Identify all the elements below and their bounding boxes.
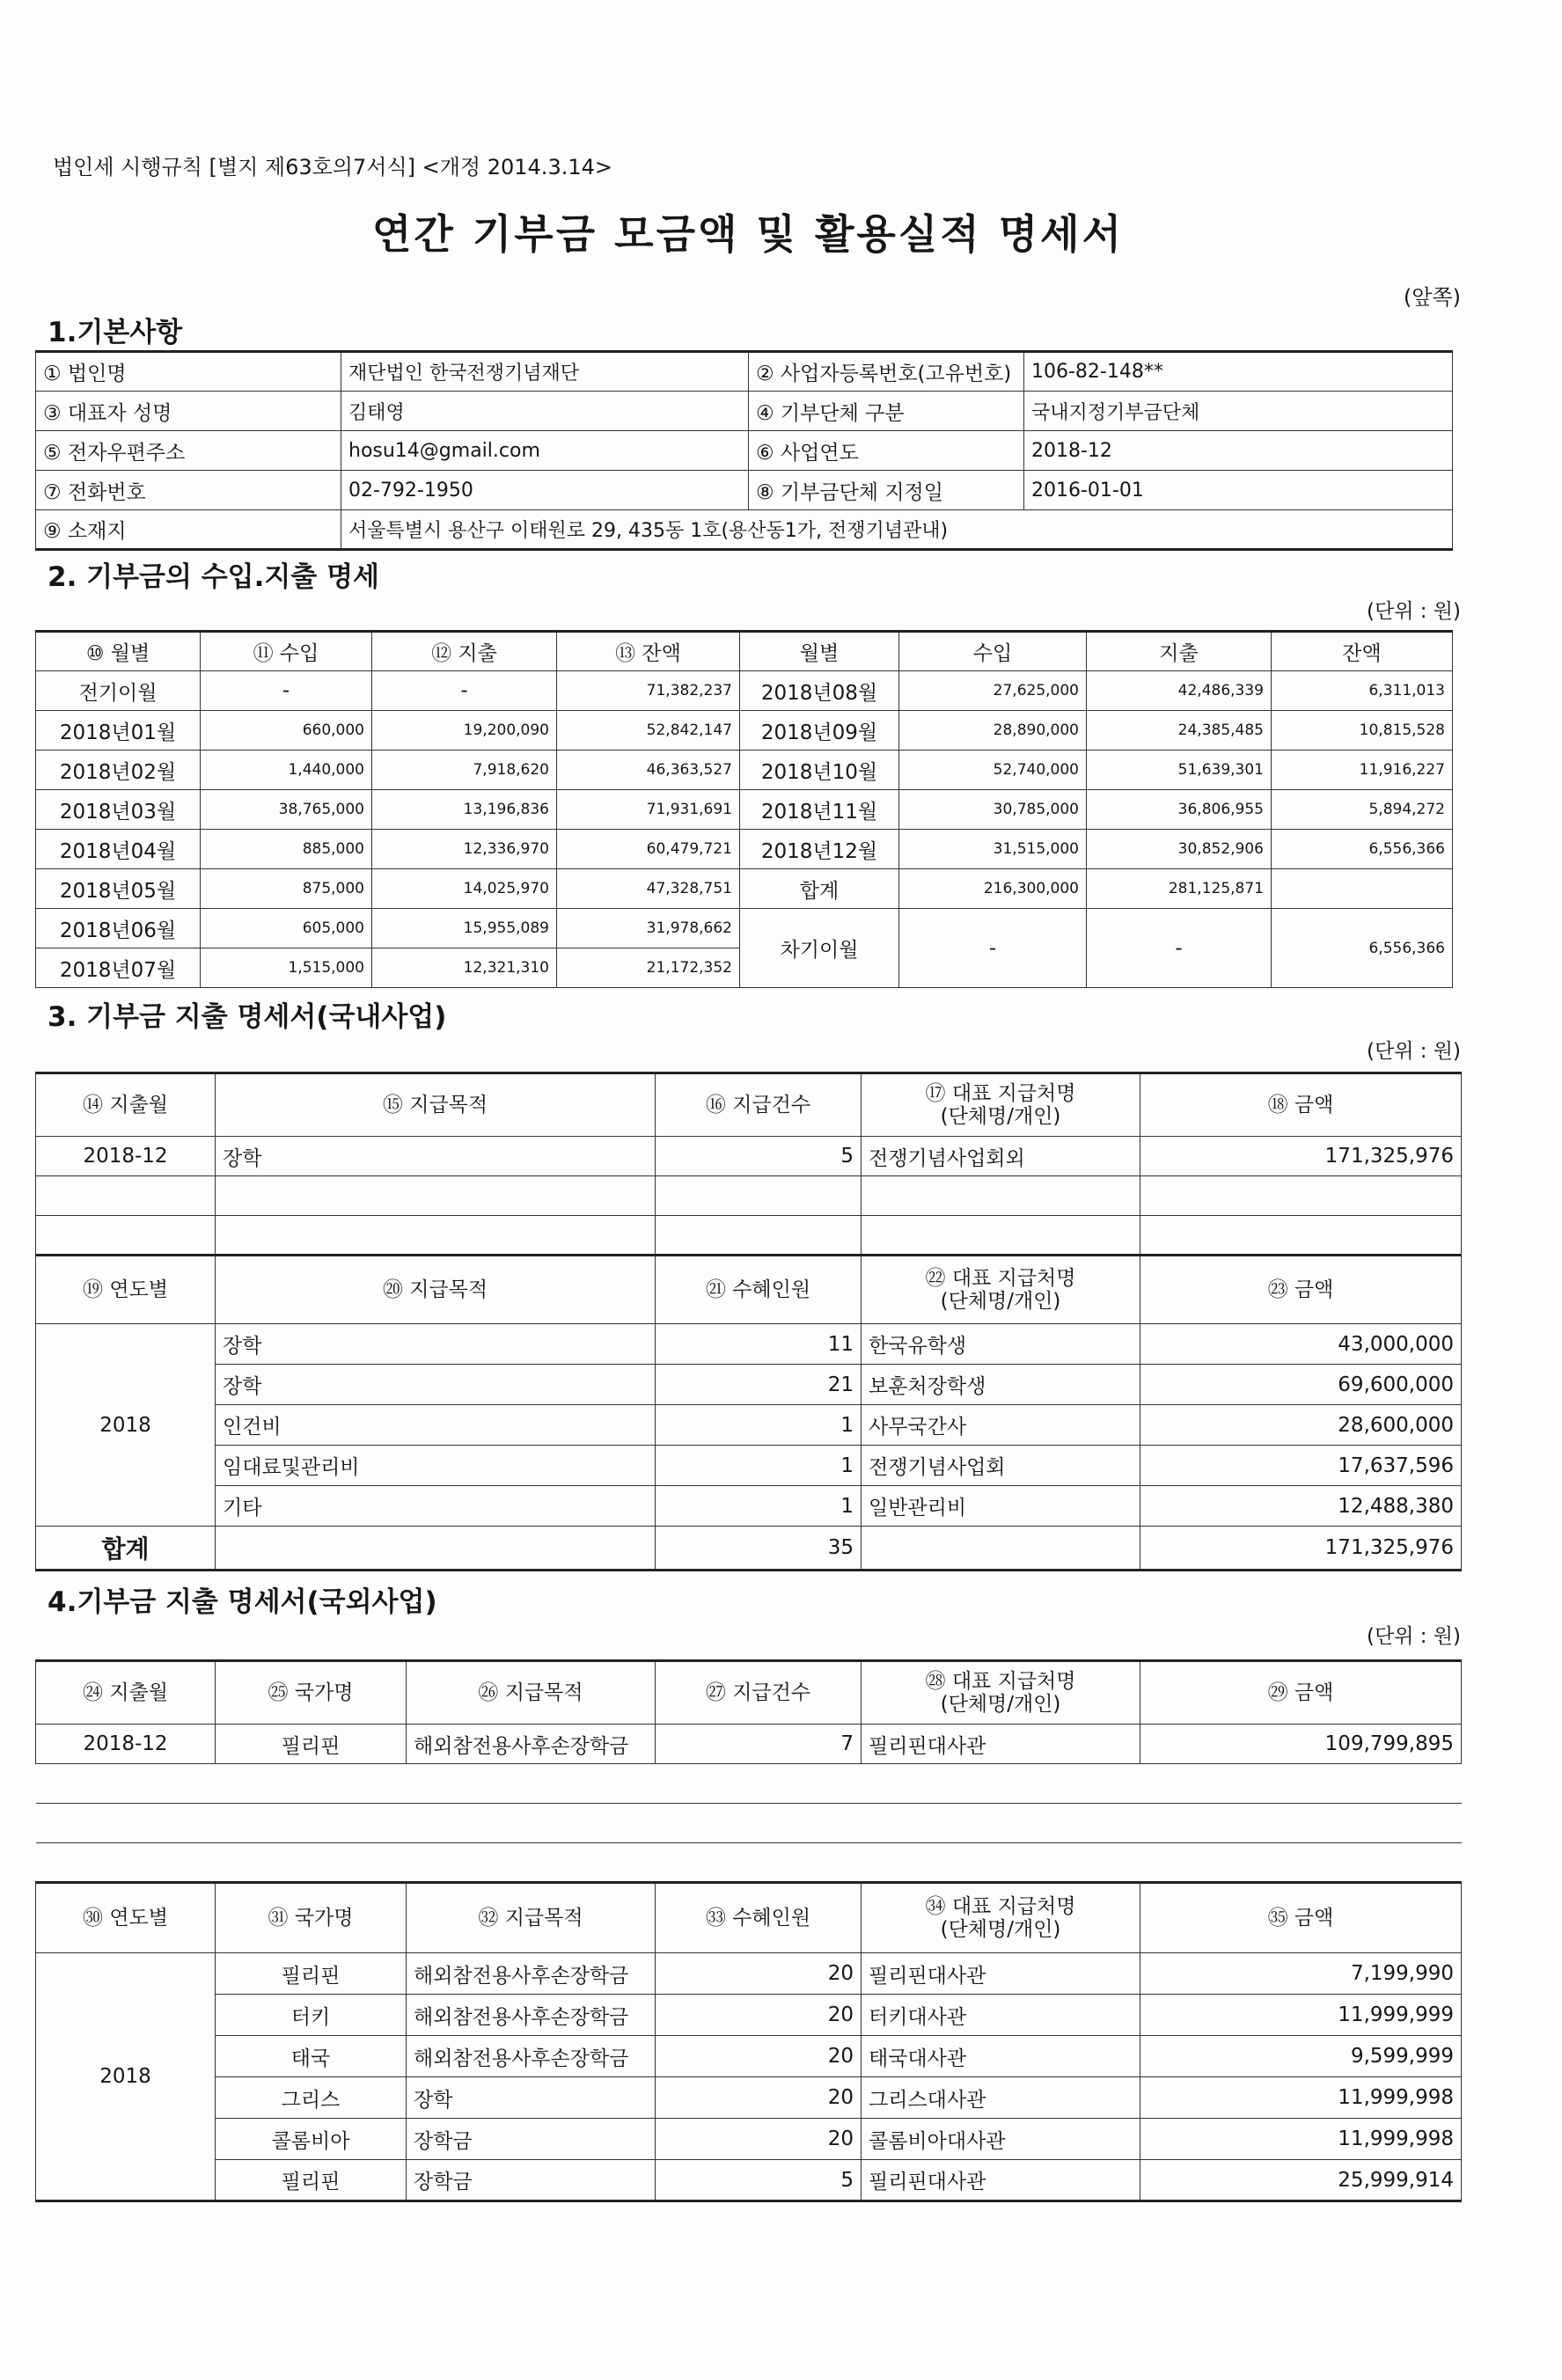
empty-row: [36, 1216, 1462, 1256]
column-header: ㉚ 연도별: [36, 1883, 216, 1953]
income-value: 885,000: [201, 830, 372, 869]
beneficiary-count: 20: [656, 2077, 862, 2119]
beneficiary-count: 1: [656, 1446, 862, 1486]
expense-payee: 전쟁기념사업회외: [862, 1137, 1140, 1176]
column-header: 월별: [740, 632, 899, 671]
expense-payee: 한국유학생: [862, 1324, 1140, 1365]
expense-amount: 11,999,998: [1140, 2119, 1462, 2160]
info-value: hosu14@gmail.com: [341, 431, 749, 471]
beneficiary-count: 20: [656, 2036, 862, 2077]
income-value: 1,515,000: [201, 948, 372, 988]
domestic-year-row: [36, 1324, 1462, 1365]
month-row: [36, 869, 1453, 909]
info-value: 106-82-148**: [1024, 352, 1453, 392]
beneficiary-count: 1: [656, 1405, 862, 1446]
overseas-year-row: [36, 2160, 1462, 2201]
domestic-year-header: [36, 1256, 1462, 1324]
overseas-year-row: [36, 2119, 1462, 2160]
column-header: ⑪ 수입: [201, 632, 372, 671]
expense-payee: 그리스대사관: [862, 2077, 1140, 2119]
header-line: (단체명/개인): [940, 1693, 1061, 1716]
expense-amount: 11,999,999: [1140, 1995, 1462, 2036]
overseas-expense-table: [35, 1659, 1462, 2202]
income-value: 38,765,000: [201, 790, 372, 830]
expense-amount: 12,488,380: [1140, 1486, 1462, 1527]
column-header: ⑭ 지출월: [36, 1073, 216, 1137]
expense-purpose: 해외참전용사후손장학금: [407, 1953, 656, 1995]
expense-payee: 일반관리비: [862, 1486, 1140, 1527]
info-label: ⑦ 전화번호: [36, 471, 341, 510]
address-label: ⑨ 소재지: [36, 510, 341, 550]
expense-amount: 69,600,000: [1140, 1365, 1462, 1405]
info-value: 2018-12: [1024, 431, 1453, 471]
header-line: (단체명/개인): [940, 1918, 1061, 1941]
basic-info-row: [36, 471, 1453, 510]
overseas-year-header: [36, 1883, 1462, 1953]
month-label: 2018년03월: [36, 790, 201, 830]
expense-amount: 43,000,000: [1140, 1324, 1462, 1365]
domestic-header: [36, 1073, 1462, 1137]
expense-count: 5: [656, 1137, 862, 1176]
info-value: 2016-01-01: [1024, 471, 1453, 510]
balance-value: 60,479,721: [557, 830, 740, 869]
info-value: 02-792-1950: [341, 471, 749, 510]
expense-payee: 사무국간사: [862, 1405, 1140, 1446]
info-label: ④ 기부단체 구분: [749, 392, 1024, 431]
domestic-year-row: [36, 1365, 1462, 1405]
basic-info-row: [36, 392, 1453, 431]
column-header: ⑩ 월별: [36, 632, 201, 671]
expense-payee: 보훈처장학생: [862, 1365, 1140, 1405]
balance-value: 6,311,013: [1272, 671, 1453, 711]
column-header: ⑬ 잔액: [557, 632, 740, 671]
column-header: ㉙ 금액: [1140, 1661, 1462, 1725]
header-line: ㉘ 대표 지급처명: [925, 1669, 1076, 1693]
expense-payee: 필리핀대사관: [862, 1953, 1140, 1995]
column-header: 잔액: [1272, 632, 1453, 671]
column-header: ㉜ 지급목적: [407, 1883, 656, 1953]
balance-value: 71,931,691: [557, 790, 740, 830]
expense-purpose: 해외참전용사후손장학금: [407, 1725, 656, 1764]
column-header: [862, 1256, 1140, 1324]
section4-heading: 4.기부금 지출 명세서(국외사업): [48, 1586, 437, 1618]
month-label: 2018년10월: [740, 751, 899, 790]
beneficiary-count: 11: [656, 1324, 862, 1365]
beneficiary-count: 20: [656, 1953, 862, 1995]
month-label: 2018년11월: [740, 790, 899, 830]
carry-forward-income: -: [899, 909, 1087, 988]
expense-value: 14,025,970: [372, 869, 557, 909]
month-label: 합계: [740, 869, 899, 909]
column-header: [862, 1073, 1140, 1137]
month-label: 2018년05월: [36, 869, 201, 909]
balance-value: 10,815,528: [1272, 711, 1453, 751]
total-amount: 171,325,976: [1140, 1527, 1462, 1571]
month-label: 2018년08월: [740, 671, 899, 711]
country-name: 필리핀: [216, 1953, 407, 1995]
income-value: 30,785,000: [899, 790, 1087, 830]
expense-purpose: 해외참전용사후손장학금: [407, 1995, 656, 2036]
income-value: -: [201, 671, 372, 711]
month-row: [36, 790, 1453, 830]
overseas-year-row: [36, 2077, 1462, 2119]
balance-value: 21,172,352: [557, 948, 740, 988]
expense-value: 7,918,620: [372, 751, 557, 790]
overseas-row: [36, 1725, 1462, 1764]
year-label: 2018: [36, 1953, 216, 2201]
beneficiary-count: 20: [656, 1995, 862, 2036]
month-label: 2018년01월: [36, 711, 201, 751]
overseas-year-row: [36, 1953, 1462, 1995]
empty-row: [36, 1804, 1462, 1843]
info-label: ② 사업자등록번호(고유번호): [749, 352, 1024, 392]
header-line: (단체명/개인): [940, 1105, 1061, 1128]
expense-month: 2018-12: [36, 1137, 216, 1176]
column-header: 수입: [899, 632, 1087, 671]
month-label: 2018년06월: [36, 909, 201, 948]
info-label: ① 법인명: [36, 352, 341, 392]
info-value: 재단법인 한국전쟁기념재단: [341, 352, 749, 392]
income-value: 31,515,000: [899, 830, 1087, 869]
balance-value: 47,328,751: [557, 869, 740, 909]
expense-purpose: 장학금: [407, 2160, 656, 2201]
expense-purpose: 장학: [216, 1137, 656, 1176]
income-value: 27,625,000: [899, 671, 1087, 711]
empty-cell: [862, 1527, 1140, 1571]
address-value: 서울특별시 용산구 이태원로 29, 435동 1호(용산동1가, 전쟁기념관내): [341, 510, 1453, 550]
expense-amount: 9,599,999: [1140, 2036, 1462, 2077]
expense-payee: 터키대사관: [862, 1995, 1140, 2036]
basic-info-row: [36, 431, 1453, 471]
expense-payee: 태국대사관: [862, 2036, 1140, 2077]
expense-amount: 25,999,914: [1140, 2160, 1462, 2201]
column-header: 지출: [1087, 632, 1272, 671]
column-header: ㉟ 금액: [1140, 1883, 1462, 1953]
column-header: ㉖ 지급목적: [407, 1661, 656, 1725]
expense-value: 19,200,090: [372, 711, 557, 751]
empty-cell: [216, 1527, 656, 1571]
expense-amount: 7,199,990: [1140, 1953, 1462, 1995]
expense-purpose: 장학금: [407, 2119, 656, 2160]
column-header: [862, 1661, 1140, 1725]
balance-value: 71,382,237: [557, 671, 740, 711]
section3-unit: (단위 : 원): [1367, 1040, 1461, 1063]
income-value: 1,440,000: [201, 751, 372, 790]
basic-info-table: [35, 350, 1453, 551]
expense-value: 24,385,485: [1087, 711, 1272, 751]
header-line: (단체명/개인): [940, 1290, 1061, 1313]
info-value: 김태영: [341, 392, 749, 431]
country-name: 태국: [216, 2036, 407, 2077]
domestic-total-row: [36, 1527, 1462, 1571]
income-value: 660,000: [201, 711, 372, 751]
column-header: ⑫ 지출: [372, 632, 557, 671]
expense-month: 2018-12: [36, 1725, 216, 1764]
info-value: 국내지정기부금단체: [1024, 392, 1453, 431]
expense-value: 12,321,310: [372, 948, 557, 988]
country-name: 필리핀: [216, 2160, 407, 2201]
month-row: [36, 909, 1453, 948]
expense-purpose: 해외참전용사후손장학금: [407, 2036, 656, 2077]
income-value: 605,000: [201, 909, 372, 948]
expense-purpose: 장학: [407, 2077, 656, 2119]
expense-payee: 콜롬비아대사관: [862, 2119, 1140, 2160]
expense-value: 42,486,339: [1087, 671, 1272, 711]
column-header: ㉑ 수혜인원: [656, 1256, 862, 1324]
domestic-row: [36, 1137, 1462, 1176]
column-header: ㉗ 지급건수: [656, 1661, 862, 1725]
balance-value: 6,556,366: [1272, 830, 1453, 869]
expense-value: 281,125,871: [1087, 869, 1272, 909]
domestic-expense-table: [35, 1072, 1462, 1571]
expense-value: 12,336,970: [372, 830, 557, 869]
expense-purpose: 장학: [216, 1324, 656, 1365]
month-label: 2018년02월: [36, 751, 201, 790]
beneficiary-count: 20: [656, 2119, 862, 2160]
header-line: ⑰ 대표 지급처명: [925, 1081, 1076, 1105]
info-label: ③ 대표자 성명: [36, 392, 341, 431]
column-header: ㉕ 국가명: [216, 1661, 407, 1725]
column-header: ⑲ 연도별: [36, 1256, 216, 1324]
month-label: 2018년09월: [740, 711, 899, 751]
section2-unit: (단위 : 원): [1367, 600, 1461, 623]
section4-unit: (단위 : 원): [1367, 1625, 1461, 1648]
section3-heading: 3. 기부금 지출 명세서(국내사업): [48, 1001, 447, 1033]
expense-value: 36,806,955: [1087, 790, 1272, 830]
domestic-year-row: [36, 1405, 1462, 1446]
expense-amount: 11,999,998: [1140, 2077, 1462, 2119]
balance-value: [1272, 869, 1453, 909]
column-header: ㉛ 국가명: [216, 1883, 407, 1953]
balance-value: 46,363,527: [557, 751, 740, 790]
total-label: 합계: [36, 1527, 216, 1571]
beneficiary-count: 1: [656, 1486, 862, 1527]
country-name: 터키: [216, 1995, 407, 2036]
month-label: 전기이월: [36, 671, 201, 711]
beneficiary-count: 5: [656, 2160, 862, 2201]
month-label: 2018년12월: [740, 830, 899, 869]
expense-purpose: 인건비: [216, 1405, 656, 1446]
overseas-year-row: [36, 1995, 1462, 2036]
expense-count: 7: [656, 1725, 862, 1764]
carry-forward-balance: 6,556,366: [1272, 909, 1453, 988]
section1-heading: 1.기본사항: [48, 317, 183, 348]
balance-value: 52,842,147: [557, 711, 740, 751]
month-label: 2018년04월: [36, 830, 201, 869]
form-reference: 법인세 시행규칙 [별지 제63호의7서식] <개정 2014.3.14>: [53, 155, 612, 179]
column-header: ㉔ 지출월: [36, 1661, 216, 1725]
month-row: [36, 711, 1453, 751]
expense-payee: 전쟁기념사업회: [862, 1446, 1140, 1486]
domestic-year-row: [36, 1446, 1462, 1486]
column-header: ⑱ 금액: [1140, 1073, 1462, 1137]
carry-forward-expense: -: [1087, 909, 1272, 988]
header-line: ㉞ 대표 지급처명: [925, 1894, 1076, 1918]
overseas-year-row: [36, 2036, 1462, 2077]
balance-value: 11,916,227: [1272, 751, 1453, 790]
income-expense-header: [36, 632, 1453, 671]
basic-info-row: [36, 352, 1453, 392]
income-value: 28,890,000: [899, 711, 1087, 751]
address-row: [36, 510, 1453, 550]
column-header: ⑯ 지급건수: [656, 1073, 862, 1137]
section2-heading: 2. 기부금의 수입.지출 명세: [48, 561, 379, 593]
expense-payee: 필리핀대사관: [862, 1725, 1140, 1764]
expense-value: 30,852,906: [1087, 830, 1272, 869]
beneficiary-count: 21: [656, 1365, 862, 1405]
month-row: [36, 671, 1453, 711]
expense-value: -: [372, 671, 557, 711]
column-header: ㉓ 금액: [1140, 1256, 1462, 1324]
expense-amount: 171,325,976: [1140, 1137, 1462, 1176]
expense-value: 15,955,089: [372, 909, 557, 948]
info-label: ⑤ 전자우편주소: [36, 431, 341, 471]
balance-value: 5,894,272: [1272, 790, 1453, 830]
income-value: 216,300,000: [899, 869, 1087, 909]
domestic-year-row: [36, 1486, 1462, 1527]
expense-amount: 28,600,000: [1140, 1405, 1462, 1446]
country-name: 그리스: [216, 2077, 407, 2119]
balance-value: 31,978,662: [557, 909, 740, 948]
expense-amount: 17,637,596: [1140, 1446, 1462, 1486]
expense-amount: 109,799,895: [1140, 1725, 1462, 1764]
expense-payee: 필리핀대사관: [862, 2160, 1140, 2201]
empty-row: [36, 1764, 1462, 1804]
header-line: ㉒ 대표 지급처명: [925, 1266, 1076, 1290]
page-side-note: (앞쪽): [1403, 285, 1461, 310]
income-value: 875,000: [201, 869, 372, 909]
overseas-header: [36, 1661, 1462, 1725]
country-name: 콜롬비아: [216, 2119, 407, 2160]
empty-row: [36, 1176, 1462, 1216]
carry-forward-label: 차기이월: [740, 909, 899, 988]
column-header: ⑳ 지급목적: [216, 1256, 656, 1324]
year-label: 2018: [36, 1324, 216, 1527]
info-label: ⑧ 기부금단체 지정일: [749, 471, 1024, 510]
column-header: ⑮ 지급목적: [216, 1073, 656, 1137]
expense-value: 51,639,301: [1087, 751, 1272, 790]
column-header: ㉝ 수혜인원: [656, 1883, 862, 1953]
info-label: ⑥ 사업연도: [749, 431, 1024, 471]
expense-value: 13,196,836: [372, 790, 557, 830]
empty-row: [36, 1843, 1462, 1883]
total-count: 35: [656, 1527, 862, 1571]
month-label: 2018년07월: [36, 948, 201, 988]
expense-purpose: 임대료및관리비: [216, 1446, 656, 1486]
month-row: [36, 830, 1453, 869]
income-expense-table: [35, 630, 1453, 988]
income-value: 52,740,000: [899, 751, 1087, 790]
expense-purpose: 장학: [216, 1365, 656, 1405]
month-row: [36, 751, 1453, 790]
expense-purpose: 기타: [216, 1486, 656, 1527]
page-title: 연간 기부금 모금액 및 활용실적 명세서: [371, 210, 1125, 258]
country-name: 필리핀: [216, 1725, 407, 1764]
column-header: [862, 1883, 1140, 1953]
